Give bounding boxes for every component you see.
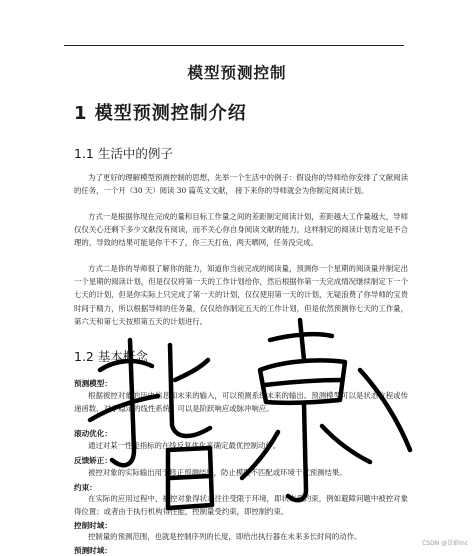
section-heading-1-2: 1.2 基本概念 (74, 349, 148, 364)
definition-rolling-optimization: 通过对某一性能指标的在线反复优化来确定最优控制动作。 (88, 441, 281, 450)
term-prediction-horizon: 预测时域： (74, 546, 112, 555)
term-constraints: 约束： (74, 483, 97, 492)
paragraph-intro: 为了更好的理解模型预测控制的思想，先举一个生活中的例子：假设你的导师给你安排了文献阅读的任务，一个月（30 天）阅读 30 篇英文文献， 接下来你的导师就会为你制定阅读计划。 (74, 173, 408, 196)
definition-feedback-correction: 被控对象的实际输出用于修正预测结果，防止模型不匹配或环境干扰预测结果。 (88, 468, 347, 477)
term-prediction-model: 预测模型： (74, 379, 112, 388)
footer-credit: CSDN @冒影Inc (422, 540, 468, 547)
section-heading-1: 1 模型预测控制介绍 (74, 103, 247, 124)
document-title: 模型预测控制 (187, 64, 287, 82)
term-control-horizon: 控制时域： (74, 521, 112, 530)
definition-control-horizon: 控制量的预测范围，也就是控制序列的长度，即给出执行器在未来多长时间的动作。 (88, 532, 362, 541)
watermark-text: 指导 (60, 300, 62, 301)
paragraph-method-two: 方式二是你的导师很了解你的能力，知道你当前完成的阅读量，预测你一个星期的阅读量并制定出一个星期的阅读计划，但是仅仅将第一天的工作计划给你，然后根据你第一天完成情况继续制定下一个七天的计划，但是你实际上只完成了第一天的计划，仅仅使用第一天的计划，无疑浪费了你导师的宝贵时间于精力，所以根据导师的任务量，仅仅给你制定五天的工作计划，但是依然预测你七天的工作量，第六天和第七天按照第五天的计划进行。 (74, 264, 408, 326)
definition-prediction-model: 根据被控对象的历史信息和未来的输入，可以预测系统未来的输出。预测模型可以是状态方程或传递函数，对于稳定的线性系统，可以是阶跃响应或脉冲响应。 (74, 391, 408, 414)
definition-constraints: 在实际的应用过程中，被控对象得状态往往受限于环境，即状态受约束，例如避障问题中被控对象得位置；或者由于执行机构得性能，控制量受约束，即控制约束。 (74, 494, 408, 517)
term-rolling-optimization: 滚动优化： (74, 429, 112, 438)
section-heading-1-1: 1.1 生活中的例子 (74, 146, 173, 161)
header-rule (64, 45, 404, 46)
paragraph-method-one: 方式一是根据你现在完成的量和目标工作量之间的差距制定阅读计划，差距越大工作量越大，导师仅仅关心还剩下多少文献没有阅读，而不关心你自身阅读文献的能力，这样制定的阅读计划肯定是不合理的，导致的结果可能是你干不了，你三天打鱼，两天晒网，任务没完成。 (74, 212, 408, 248)
term-feedback-correction: 反馈矫正： (74, 456, 112, 465)
